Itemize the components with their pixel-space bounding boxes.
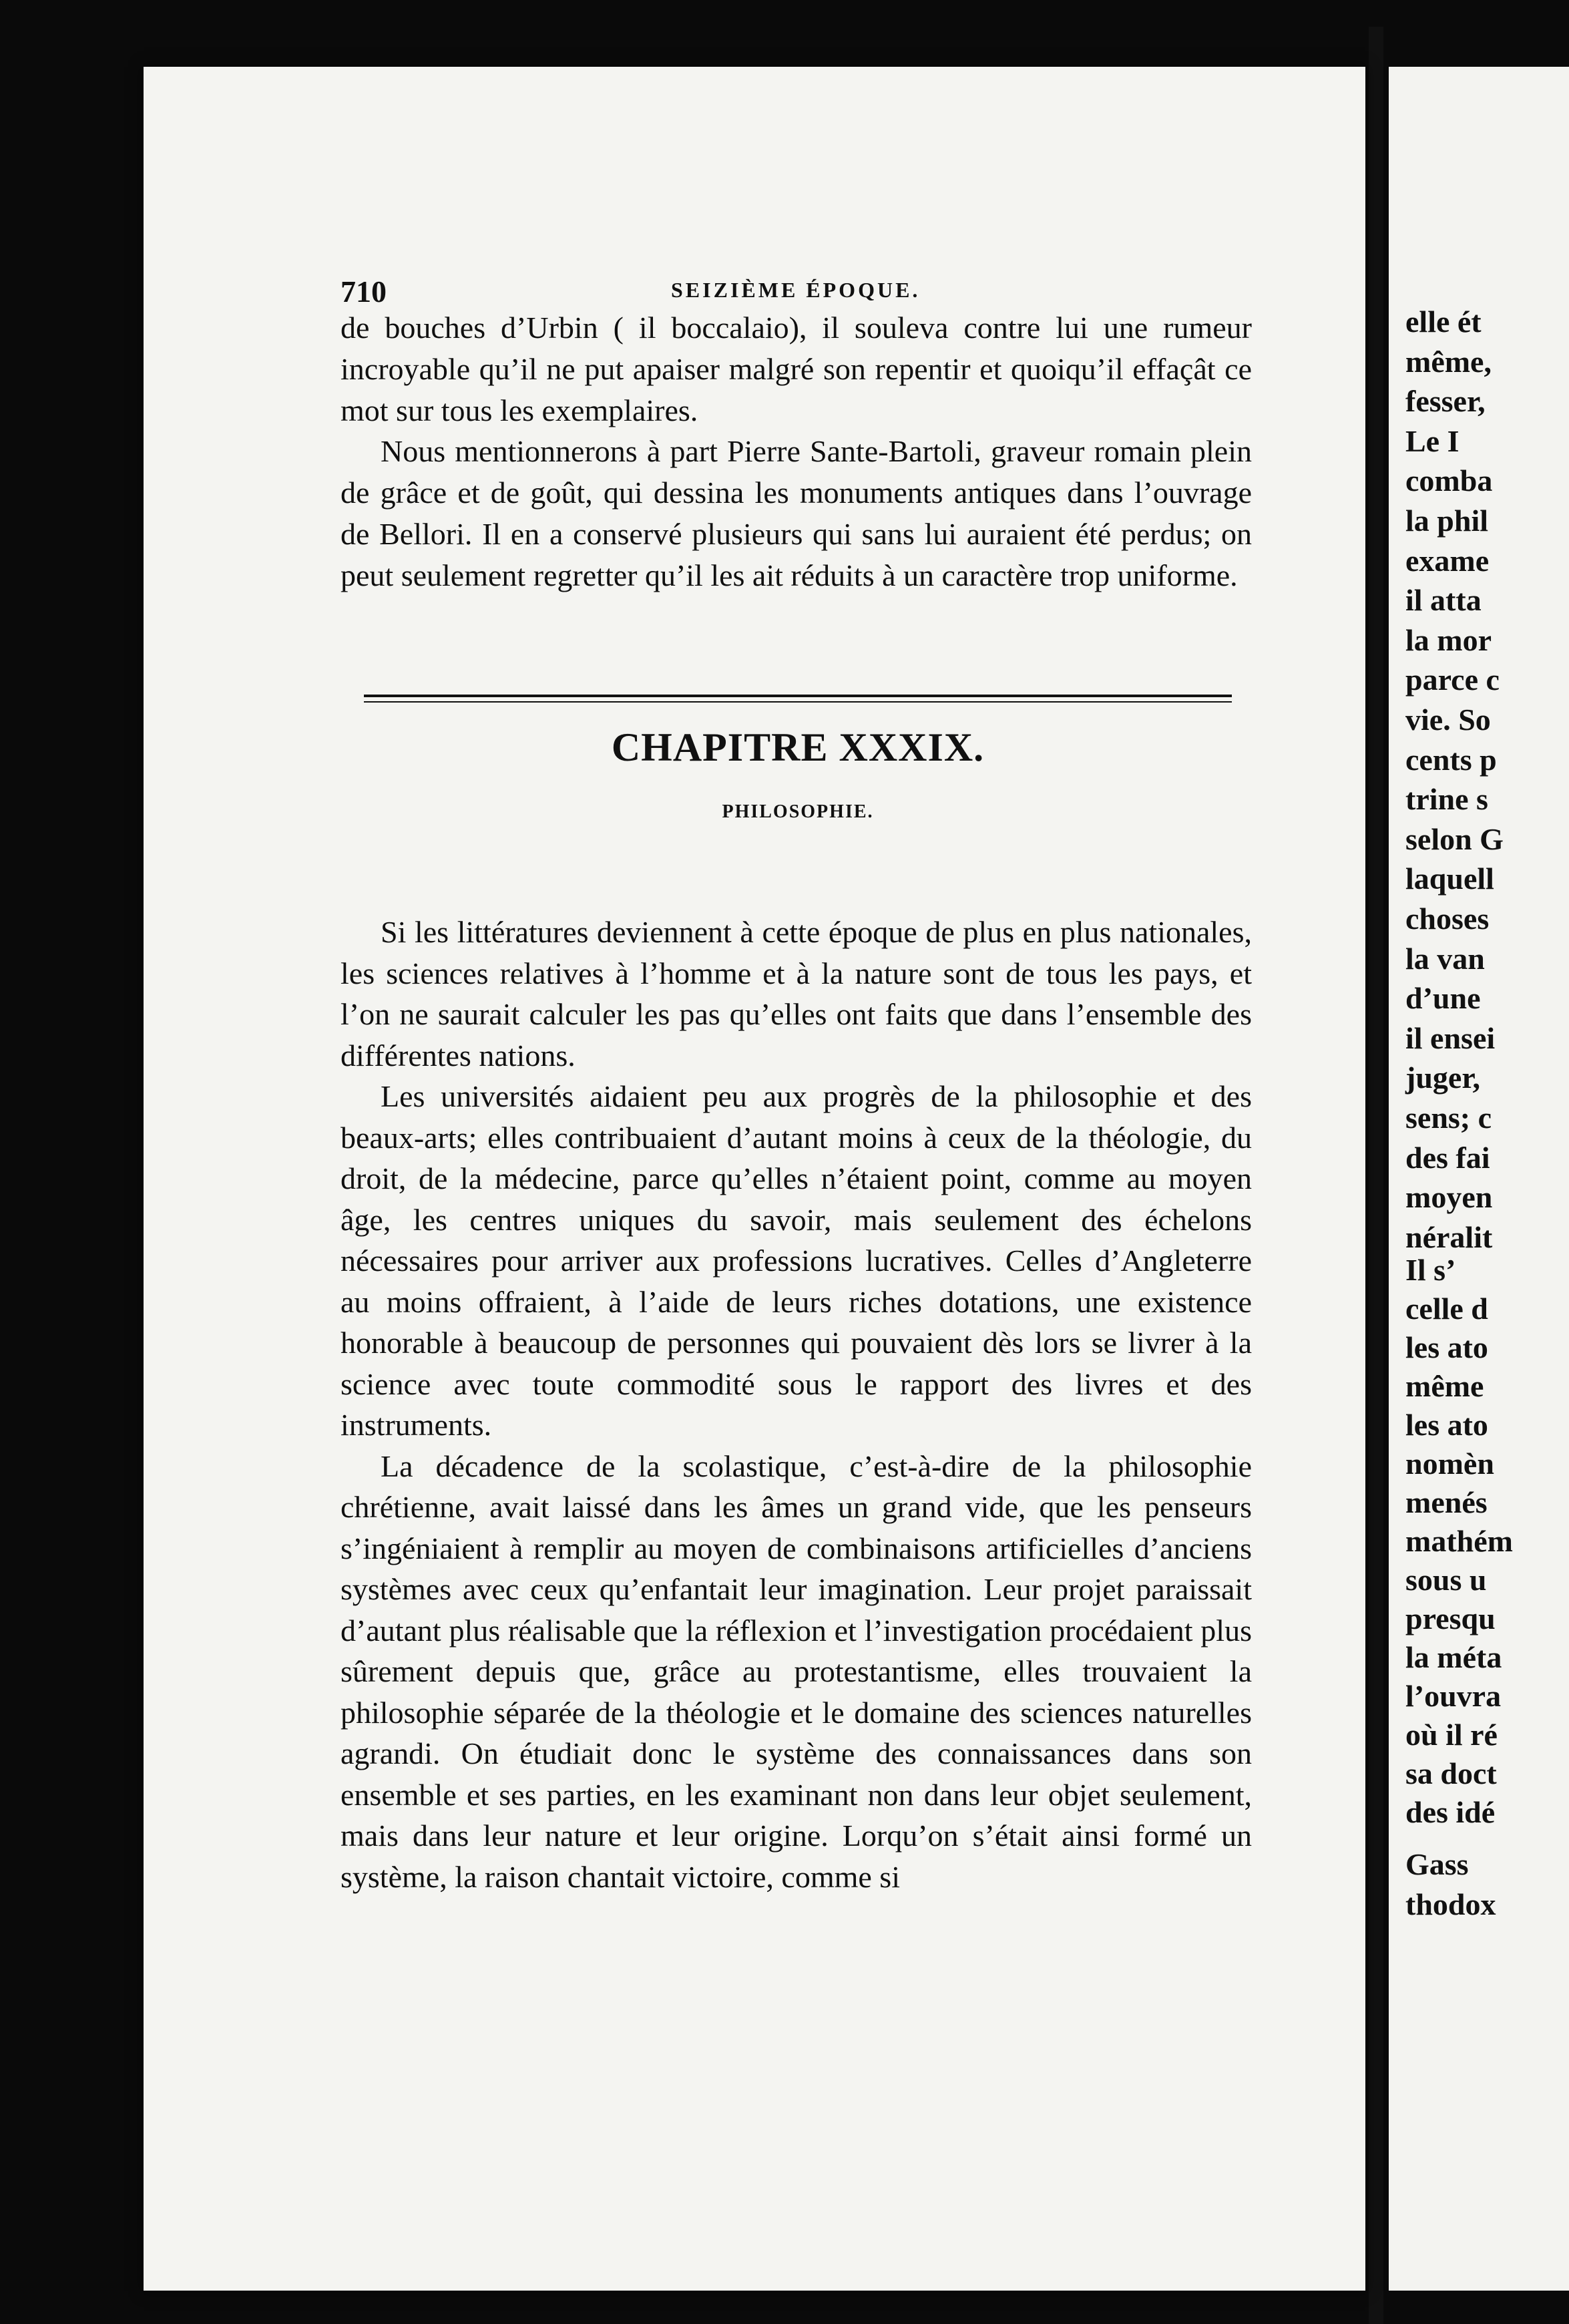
facing-page-line: sous u — [1405, 1563, 1487, 1597]
facing-page-line: laquell — [1405, 861, 1494, 896]
facing-page-line: sens; c — [1405, 1101, 1492, 1135]
facing-page-line: vie. So — [1405, 703, 1491, 737]
facing-page-line: les ato — [1405, 1408, 1488, 1442]
paragraph: Nous mentionnerons à part Pierre Sante-Bartoli, graveur romain plein de grâce et de goût, qui dessina les monuments antiques dans l’ouvrage de Bellori. Il en a conservé plusieurs qui sans lui auraient été perdus; on peut seulement regretter qu’il les ait réduits à un caractère trop uniforme. — [341, 434, 1252, 592]
facing-page-line: fesser, — [1405, 384, 1486, 419]
binding-gutter — [1369, 27, 1383, 2324]
facing-page-line: les ato — [1405, 1330, 1488, 1364]
facing-page-line: d’une — [1405, 981, 1481, 1016]
facing-page-line: comba — [1405, 463, 1493, 498]
facing-page-line: cents p — [1405, 742, 1497, 777]
facing-page-line: même — [1405, 1369, 1484, 1403]
facing-page-line: des idé — [1405, 1795, 1496, 1829]
paragraph-continued: de bouches d’Urbin ( il boccalaio), il souleva contre lui une rumeur incroyable qu’il ne put apaiser malgré son repentir et quoiqu’il effaçât ce mot sur tous les exemplaires. — [341, 311, 1252, 427]
facing-page-line: juger, — [1405, 1060, 1481, 1095]
facing-page-line: celle d — [1405, 1292, 1488, 1326]
facing-page-line: menés — [1405, 1485, 1488, 1519]
facing-page-line: elle ét — [1405, 305, 1482, 339]
facing-page-line: Il s’ — [1405, 1253, 1456, 1287]
running-title: SEIZIÈME ÉPOQUE. — [671, 278, 921, 302]
facing-page-line: presqu — [1405, 1601, 1496, 1635]
facing-page-line: l’ouvra — [1405, 1679, 1502, 1713]
facing-page-line: sa doct — [1405, 1756, 1497, 1790]
section-rule-thick — [364, 695, 1232, 697]
facing-page-line: choses — [1405, 902, 1490, 936]
facing-page-line: thodox — [1405, 1887, 1496, 1921]
facing-page-line: Le I — [1405, 423, 1460, 458]
facing-page-line: exame — [1405, 543, 1490, 578]
section-rule-thin — [364, 701, 1232, 703]
facing-page-line: des fai — [1405, 1140, 1490, 1175]
chapter-subtitle: PHILOSOPHIE. — [722, 801, 874, 822]
facing-page-line: même, — [1405, 344, 1492, 379]
top-text — [341, 307, 1252, 596]
facing-page-line: où il ré — [1405, 1718, 1498, 1752]
paragraph: La décadence de la scolastique, c’est-à-dire de la philosophie chrétienne, avait laissé dans les âmes un grand vide, que les penseurs s’ingéniaient à remplir au moyen de combinaisons artificielles d’anciens systèmes avec ceux qu’enfantait leur imagination. Leur projet paraissait d’autant plus réalisable que la réflexion et l’investigation procédaient plus sûrement depuis que, grâce au protestantisme, elles trouvaient la philosophie séparée de la théologie et le domaine des sciences naturelles agrandi. On étudiait donc le système des connaissances dans son ensemble et ses parties, en les examinant non dans leur objet seulement, mais dans leur nature et leur origine. Lorqu’on s’était ainsi formé un système, la raison chantait victoire, comme si — [341, 1448, 1252, 1894]
facing-page-line: selon G — [1405, 821, 1504, 856]
facing-page-line: moyen — [1405, 1180, 1493, 1215]
facing-page-line: la mor — [1405, 622, 1492, 657]
facing-page-line: il ensei — [1405, 1020, 1496, 1055]
chapter-text — [341, 912, 1252, 1897]
facing-page-line: nomèn — [1405, 1446, 1494, 1481]
facing-page-line: la van — [1405, 941, 1485, 976]
paragraph: Les universités aidaient peu aux progrès de la philosophie et des beaux-arts; elles contribuaient d’autant moins à ceux de la théologie, du droit, de la médecine, parce qu’elles n’étaient point, comme au moyen âge, les centres uniques du savoir, mais seulement des échelons nécessaires pour arriver aux professions lucratives. Celles d’Angleterre au moins offraient, à l’aide de leurs riches dotations, une existence honorable à beaucoup de personnes qui pouvaient dès lors se livrer à la science avec toute commodité sous le rapport des livres et des instruments. — [341, 1079, 1252, 1442]
facing-page-line: parce c — [1405, 662, 1500, 697]
chapter-title: CHAPITRE XXXIX. — [611, 725, 985, 769]
facing-page-line: néralit — [1405, 1219, 1493, 1254]
facing-page-line: il atta — [1405, 583, 1482, 618]
facing-page-line: la méta — [1405, 1640, 1502, 1674]
paragraph: Si les littératures deviennent à cette époque de plus en plus nationales, les sciences relatives à l’homme et à la nature sont de tous les pays, et l’on ne saurait calculer les pas qu’elles ont faits que dans l’ensemble des différentes nations. — [341, 915, 1252, 1073]
facing-page-line: la phil — [1405, 504, 1489, 538]
facing-page-line: trine s — [1405, 782, 1488, 817]
page-number: 710 — [341, 274, 387, 309]
facing-page-line: Gass — [1405, 1847, 1469, 1881]
facing-page-line: mathém — [1405, 1524, 1513, 1558]
